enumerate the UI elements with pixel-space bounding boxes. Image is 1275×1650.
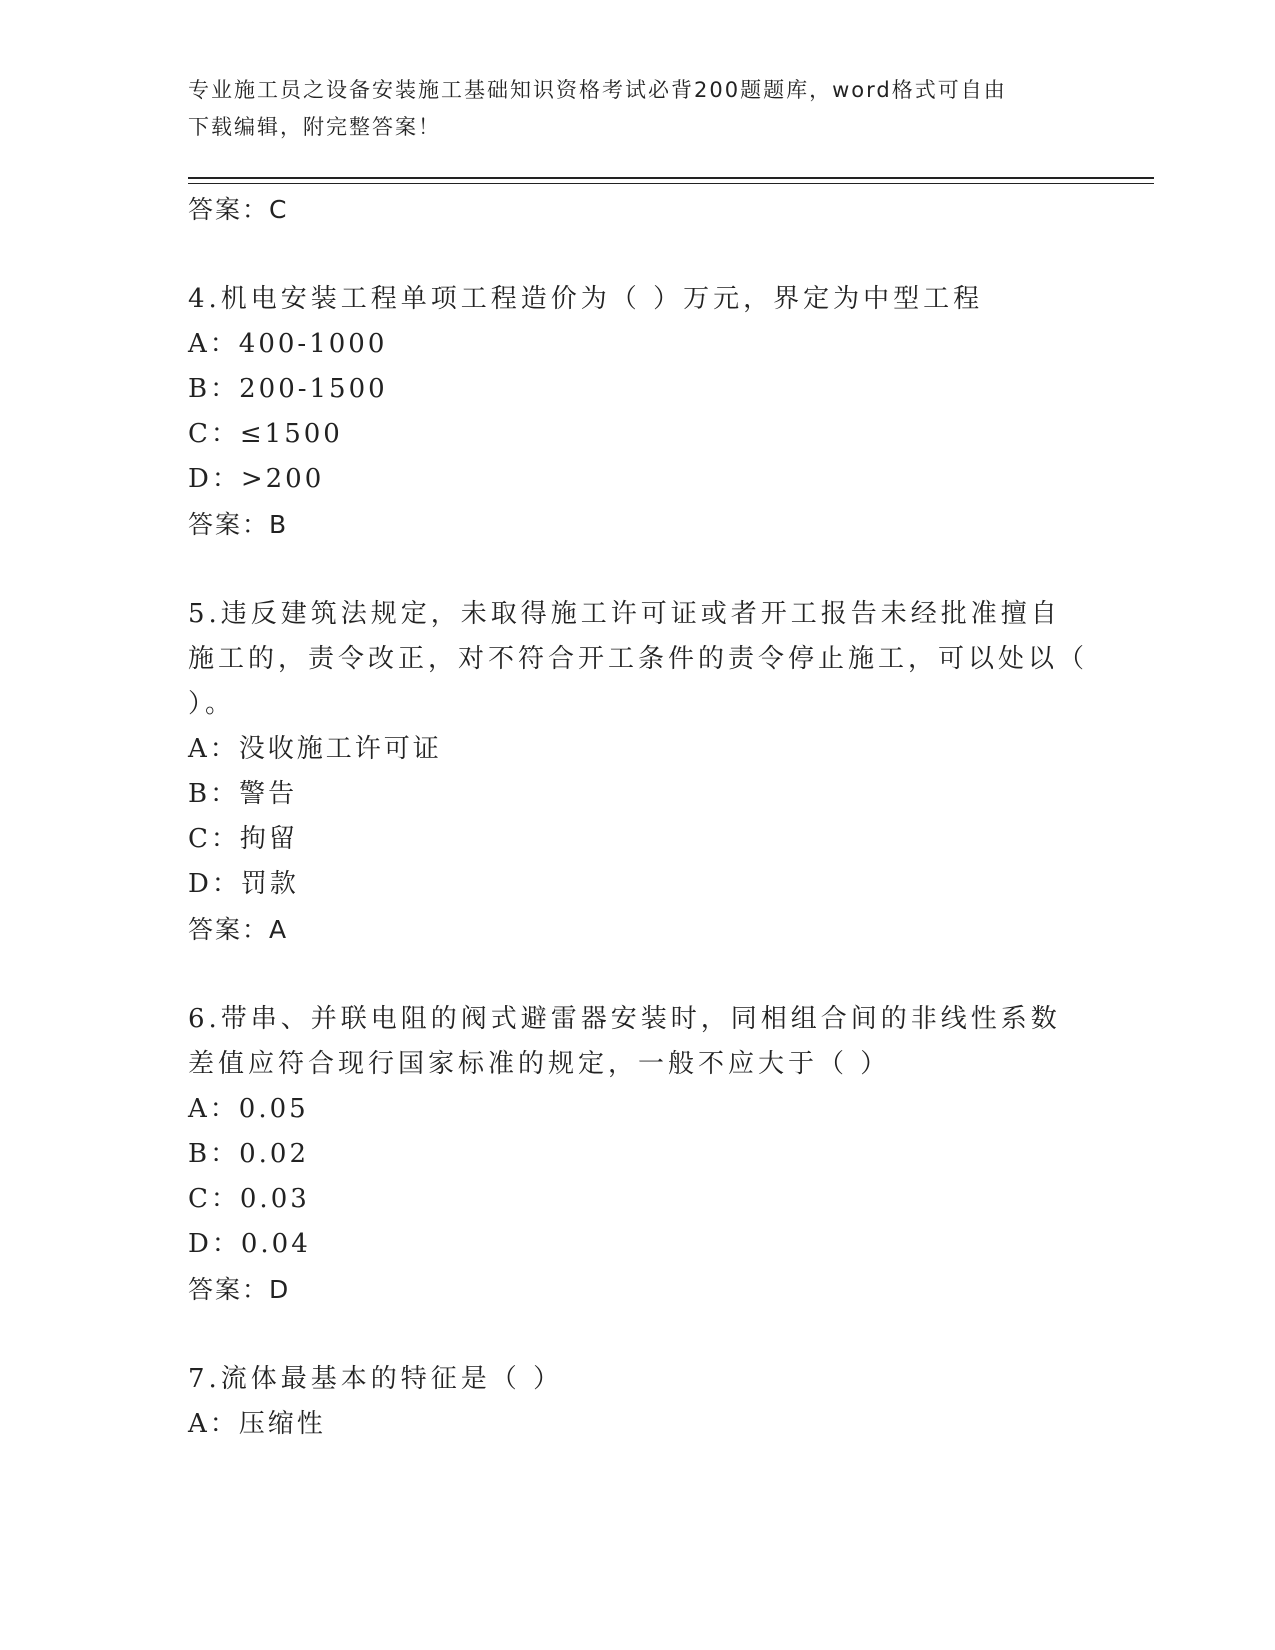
spacer bbox=[188, 548, 1088, 592]
answer-line-q3: 答案：C bbox=[188, 195, 289, 224]
spacer bbox=[188, 233, 1088, 277]
question-list bbox=[188, 187, 1088, 1447]
option-c: C：≤1500 bbox=[188, 419, 343, 449]
option-d: D：罚款 bbox=[188, 869, 299, 899]
option-a: A：0.05 bbox=[188, 1094, 309, 1124]
question-6 bbox=[188, 997, 1088, 1313]
option-a: A：没收施工许可证 bbox=[188, 734, 442, 764]
option-d: D：0.04 bbox=[188, 1229, 311, 1259]
option-b: B：200-1500 bbox=[188, 374, 388, 404]
question-4 bbox=[188, 277, 1088, 548]
document-header bbox=[188, 72, 1088, 146]
option-c: C：0.03 bbox=[188, 1184, 310, 1214]
spacer bbox=[188, 1313, 1088, 1357]
option-a: A：压缩性 bbox=[188, 1409, 326, 1439]
question-5 bbox=[188, 592, 1088, 953]
option-b: B：0.02 bbox=[188, 1139, 309, 1169]
header-title-line-2: 下载编辑，附完整答案！ bbox=[188, 115, 441, 139]
spacer bbox=[188, 953, 1088, 997]
question-stem: 6.带串、并联电阻的阀式避雷器安装时，同相组合间的非线性系数差值应符合现行国家标准的规定，一般不应大于（ ） bbox=[188, 1004, 1061, 1079]
question-stem: 4.机电安装工程单项工程造价为（ ）万元，界定为中型工程 bbox=[188, 284, 984, 314]
option-a: A：400-1000 bbox=[188, 329, 388, 359]
option-d: D：>200 bbox=[188, 464, 325, 494]
option-c: C：拘留 bbox=[188, 824, 298, 854]
header-title-line-1: 专业施工员之设备安装施工基础知识资格考试必背200题题库，word格式可自由 bbox=[188, 78, 1007, 102]
answer-line: 答案：A bbox=[188, 915, 289, 944]
question-stem: 5.违反建筑法规定，未取得施工许可证或者开工报告未经批准擅自施工的，责令改正，对不符合开工条件的责令停止施工，可以处以（ ）。 bbox=[188, 599, 1089, 719]
header-divider-thin bbox=[188, 183, 1154, 184]
question-stem: 7.流体最基本的特征是（ ） bbox=[188, 1364, 564, 1394]
answer-line: 答案：B bbox=[188, 510, 289, 539]
option-b: B：警告 bbox=[188, 779, 298, 809]
answer-line: 答案：D bbox=[188, 1275, 291, 1304]
header-divider-thick bbox=[188, 177, 1154, 179]
question-7 bbox=[188, 1357, 1088, 1447]
